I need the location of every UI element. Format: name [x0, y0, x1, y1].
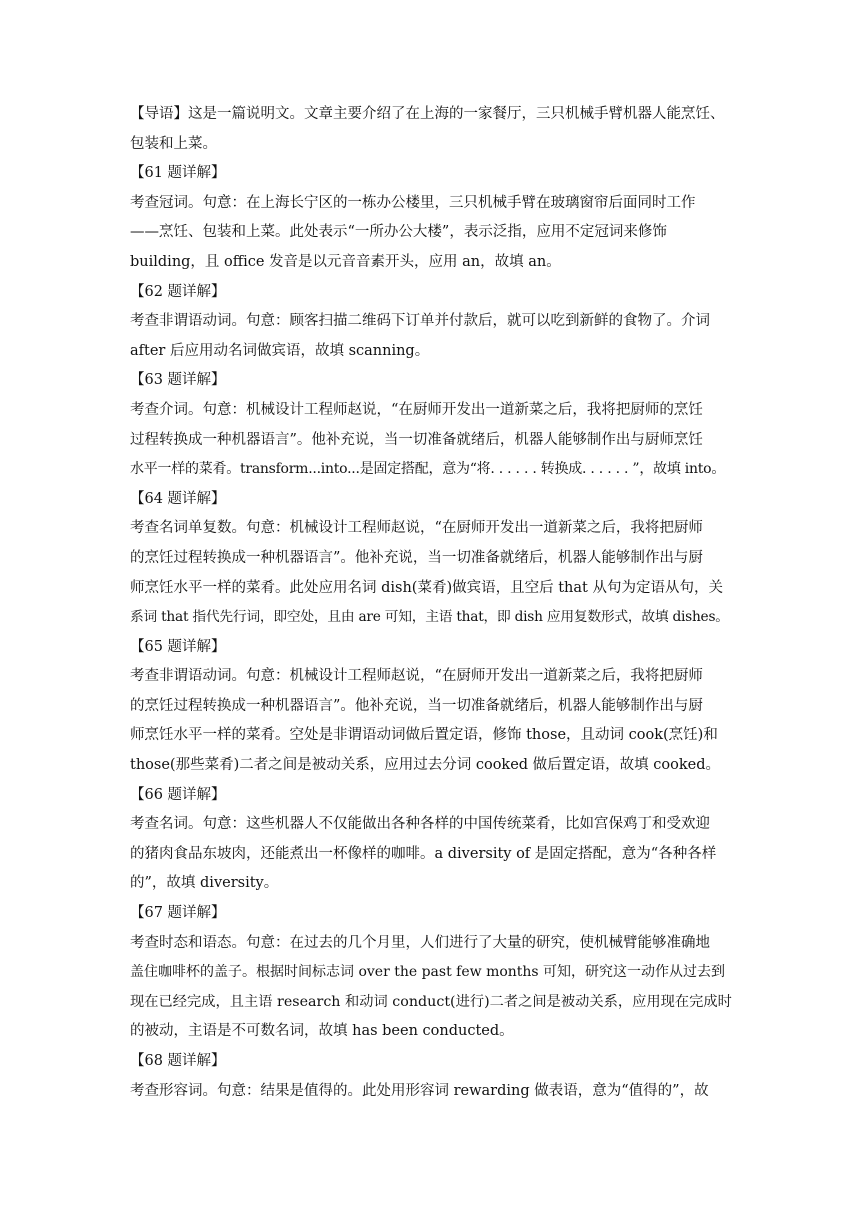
text-line: 的烹饪过程转换成一种机器语言”。他补充说，当一切准备就绪后，机器人能够制作出与厨 [130, 697, 703, 714]
section-heading-65: 【65 题详解】 [130, 638, 226, 655]
text-line: 师烹饪水平一样的菜肴。此处应用名词 dish(菜肴)做宾语，且空后 that 从句为定语从句，关 [130, 579, 723, 596]
text-line: 的烹饪过程转换成一种机器语言”。他补充说，当一切准备就绪后，机器人能够制作出与厨 [130, 549, 703, 566]
text-line: 过程转换成一种机器语言”。他补充说，当一切准备就绪后，机器人能够制作出与厨师烹饪 [130, 431, 703, 448]
text-line: 考查非谓语动词。句意：顾客扫描二维码下订单并付款后，就可以吃到新鲜的食物了。介词 [130, 313, 710, 330]
text-line: 现在已经完成，且主语 research 和动词 conduct(进行)二者之间是被动关系，应用现在完成时 [130, 993, 732, 1010]
text-line: 水平一样的菜肴。transform...into...是固定搭配，意为“将. . . . . . 转换成. . . . . . ”，故填 into。 [130, 461, 726, 478]
section-heading-62: 【62 题详解】 [130, 283, 226, 300]
text-line: 师烹饪水平一样的菜肴。空处是非谓语动词做后置定语，修饰 those，且动词 cook(烹饪)和 [130, 727, 718, 744]
section-heading-63: 【63 题详解】 [130, 372, 226, 389]
text-line: 的猪肉食品东坡肉，还能煮出一杯像样的咖啡。a diversity of 是固定搭配，意为“各种各样 [130, 845, 717, 862]
answer-explanation-page [130, 100, 730, 1106]
section-heading-67: 【67 题详解】 [130, 905, 226, 922]
text-line: 盖住咖啡杯的盖子。根据时间标志词 over the past few months 可知，研究这一动作从过去到 [130, 964, 726, 981]
text-line: those(那些菜肴)二者之间是被动关系，应用过去分词 cooked 做后置定语，故填 cooked。 [130, 757, 721, 774]
text-line: 考查形容词。句意：结果是值得的。此处用形容词 rewarding 做表语，意为“值得的”，故 [130, 1082, 709, 1099]
text-line: 考查时态和语态。句意：在过去的几个月里，人们进行了大量的研究，使机械臂能够准确地 [130, 934, 710, 951]
text-line: 考查名词。句意：这些机器人不仅能做出各种各样的中国传统菜肴，比如宫保鸡丁和受欢迎 [130, 816, 710, 833]
text-line: ——烹饪、包装和上菜。此处表示“一所办公大楼”，表示泛指，应用不定冠词来修饰 [130, 224, 667, 241]
section-heading-66: 【66 题详解】 [130, 786, 226, 803]
section-heading-61: 【61 题详解】 [130, 165, 226, 182]
text-line-intro-2: 包装和上菜。 [130, 135, 217, 152]
section-heading-64: 【64 题详解】 [130, 490, 226, 507]
text-line: after 后应用动名词做宾语，故填 scanning。 [130, 342, 430, 359]
section-heading-68: 【68 题详解】 [130, 1053, 226, 1069]
text-line: building，且 office 发音是以元音音素开头，应用 an，故填 an。 [130, 253, 561, 270]
text-line: 考查名词单复数。句意：机械设计工程师赵说，“在厨师开发出一道新菜之后，我将把厨师 [130, 520, 703, 537]
text-line: 的”，故填 diversity。 [130, 875, 279, 892]
text-line: 的被动，主语是不可数名词，故填 has been conducted。 [130, 1023, 514, 1040]
text-line-intro-1: 【导语】这是一篇说明文。文章主要介绍了在上海的一家餐厅，三只机械手臂机器人能烹饪、 [130, 106, 725, 122]
text-line: 考查介词。句意：机械设计工程师赵说，“在厨师开发出一道新菜之后，我将把厨师的烹饪 [130, 401, 703, 418]
text-line: 考查非谓语动词。句意：机械设计工程师赵说，“在厨师开发出一道新菜之后，我将把厨师 [130, 668, 703, 685]
text-line: 考查冠词。句意：在上海长宁区的一栋办公楼里，三只机械手臂在玻璃窗帘后面同时工作 [130, 194, 696, 211]
text-line: 系词 that 指代先行词，即空处，且由 are 可知，主语 that，即 dish 应用复数形式，故填 dishes。 [130, 609, 729, 626]
